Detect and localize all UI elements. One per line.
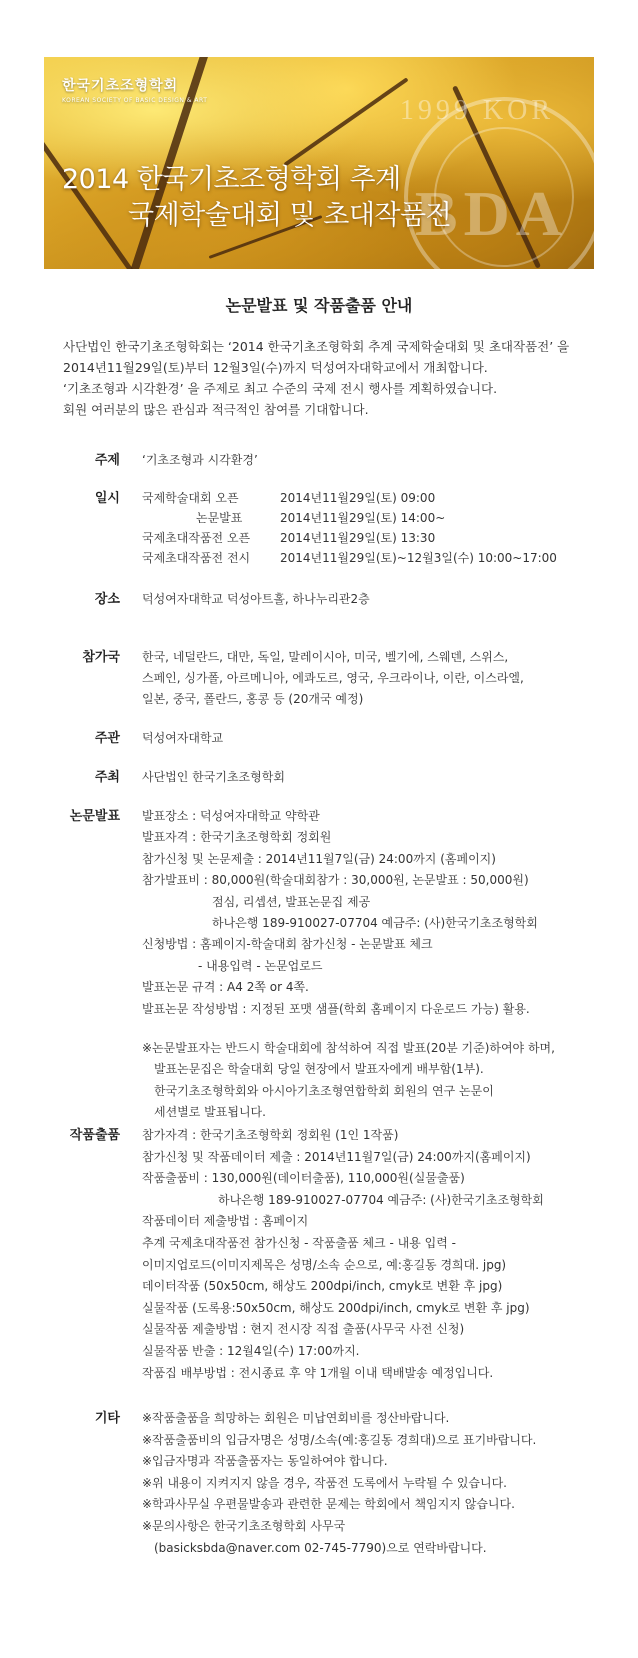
schedule-time: 2014년11월29일(토) 09:00 — [280, 491, 436, 505]
works-line: 이미지업로드(이미지제목은 성명/소속 순으로, 예:홍길동 경희대. jpg) — [142, 1257, 507, 1272]
host-value: 사단법인 한국기초조형학회 — [142, 770, 285, 784]
schedule-event: 논문발표 — [196, 511, 243, 525]
schedule-time: 2014년11월29일(토) 14:00~ — [280, 511, 446, 525]
logo-subtitle: KOREAN SOCIETY OF BASIC DESIGN & ART — [62, 97, 208, 104]
etc-line: ※문의사항은 한국기초조형학회 사무국 — [142, 1518, 346, 1533]
works-label: 작품출품 — [69, 1128, 120, 1143]
seal-watermark-letters: BDA — [414, 178, 568, 249]
schedule-event: 국제학술대회 오픈 — [142, 491, 239, 505]
society-logo — [62, 75, 207, 104]
paper-line: 발표논문 규격 : A4 2쪽 or 4쪽. — [142, 980, 309, 995]
intro-paragraph — [63, 336, 608, 420]
paper-line: 발표자격 : 한국기초조형학회 정회원 — [142, 830, 332, 845]
works-line: 참가신청 및 작품데이터 제출 : 2014년11월7일(금) 24:00까지(홈페이지) — [142, 1149, 531, 1164]
paper-line: 참가신청 및 논문제출 : 2014년11월7일(금) 24:00까지 (홈페이지) — [142, 851, 496, 866]
paper-line: 발표논문 작성방법 : 지정된 포맷 샘플(학회 홈페이지 다운로드 가능) 활용. — [142, 1001, 530, 1016]
countries-label: 참가국 — [82, 650, 120, 665]
banner-title — [62, 162, 451, 234]
intro-line: 회원 여러분의 많은 관심과 적극적인 참여를 기대합니다. — [63, 402, 369, 417]
etc-line: ※위 내용이 지켜지지 않을 경우, 작품전 도록에서 누락될 수 있습니다. — [142, 1475, 507, 1490]
organizer-label: 주관 — [94, 731, 120, 746]
countries-line: 스페인, 싱가폴, 아르메니아, 에콰도르, 영국, 우크라이나, 이란, 이스라엘, — [142, 671, 524, 685]
works-line: 실물작품 (도록용:50x50cm, 해상도 200dpi/inch, cmyk로 변환 후 jpg) — [142, 1300, 530, 1315]
works-line: 작품출품비 : 130,000원(데이터출품), 110,000원(실물출품) — [142, 1171, 465, 1186]
organizer-value: 덕성여자대학교 — [142, 731, 224, 745]
paper-line: 하나은행 189-910027-07704 예금주: (사)한국기초조형학회 — [212, 916, 538, 931]
schedule-event: 국제초대작품전 오픈 — [142, 531, 251, 545]
schedule-time: 2014년11월29일(토) 13:30 — [280, 531, 436, 545]
works-line: 참가자격 : 한국기초조형학회 정회원 (1인 1작품) — [142, 1128, 399, 1142]
paper-note: 발표논문집은 학술대회 당일 현장에서 발표자에게 배부함(1부). — [154, 1062, 484, 1077]
host-label: 주최 — [94, 770, 120, 785]
paper-line: 신청방법 : 홈페이지-학술대회 참가신청 - 논문발표 체크 — [142, 937, 433, 952]
paper-note: 한국기초조형학회와 아시아기초조형연합학회 회원의 연구 논문이 — [154, 1083, 494, 1098]
etc-line: ※작품출품을 희망하는 회원은 미납연회비를 정산바랍니다. — [142, 1411, 450, 1425]
schedule-row — [142, 508, 622, 528]
banner-title-line1: 2014 한국기초조형학회 추계 — [62, 164, 401, 195]
works-line: 작품데이터 제출방법 : 홈페이지 — [142, 1214, 309, 1229]
etc-line: ※입금자명과 작품출품자는 동일하여야 합니다. — [142, 1454, 388, 1469]
etc-contact: (basicksbda@naver.com 02-745-7790)으로 연락바랍니다. — [154, 1540, 487, 1555]
schedule-row — [142, 488, 622, 508]
schedule-time: 2014년11월29일(토)~12월3일(수) 10:00~17:00 — [280, 551, 557, 565]
countries-line: 일본, 중국, 폴란드, 홍콩 등 (20개국 예정) — [142, 692, 364, 706]
theme-value: ‘기초조형과 시각환경’ — [142, 453, 258, 467]
theme-label: 주제 — [94, 453, 120, 468]
paper-note: 세션별로 발표됩니다. — [154, 1105, 266, 1120]
works-line: 추계 국제초대작품전 참가신청 - 작품출품 체크 - 내용 입력 - — [142, 1235, 456, 1250]
schedule-event: 국제초대작품전 전시 — [142, 551, 251, 565]
logo-text: 한국기초조형학회 — [62, 78, 179, 94]
paper-line: 발표장소 : 덕성여자대학교 약학관 — [142, 809, 320, 823]
works-line: 실물작품 제출방법 : 현지 전시장 직접 출품(사무국 사전 신청) — [142, 1322, 465, 1337]
etc-line: ※학과사무실 우편물발송과 관련한 문제는 학회에서 책임지지 않습니다. — [142, 1497, 515, 1512]
intro-line: 2014년11월29일(토)부터 12월3일(수)까지 덕성여자대학교에서 개최합니다. — [63, 360, 488, 375]
banner-title-line2: 국제학술대회 및 초대작품전 — [128, 200, 452, 231]
schedule-row — [142, 528, 622, 548]
paper-line: - 내용입력 - 논문업로드 — [198, 958, 323, 973]
paper-line: 점심, 리셉션, 발표논문집 제공 — [212, 894, 371, 909]
page-title: 논문발표 및 작품출품 안내 — [225, 296, 413, 315]
venue-value: 덕성여자대학교 덕성아트홀, 하나누리관2층 — [142, 592, 370, 606]
header-banner — [44, 57, 594, 269]
intro-line: ‘기초조형과 시각환경’ 을 주제로 최고 수준의 국제 전시 행사를 계획하였습니다. — [63, 381, 498, 396]
countries-line: 한국, 네덜란드, 대만, 독일, 말레이시아, 미국, 벨기에, 스웨덴, 스위스, — [142, 650, 509, 664]
works-line: 데이터작품 (50x50cm, 해상도 200dpi/inch, cmyk로 변환 후 jpg) — [142, 1279, 503, 1294]
paper-note: ※논문발표자는 반드시 학술대회에 참석하여 직접 발표(20분 기준)하여야 하며, — [142, 1041, 555, 1056]
seal-watermark-text: 1999 KOR — [399, 95, 554, 126]
intro-line: 사단법인 한국기초조형학회는 ‘2014 한국기초조형학회 추계 국제학술대회 및 초대작품전’ 을 — [63, 339, 570, 354]
etc-label: 기타 — [94, 1411, 120, 1426]
works-line: 작품집 배부방법 : 전시종료 후 약 1개월 이내 택배발송 예정입니다. — [142, 1365, 494, 1380]
works-line: 실물작품 반출 : 12월4일(수) 17:00까지. — [142, 1343, 360, 1358]
paper-label: 논문발표 — [69, 809, 120, 824]
paper-line: 참가발표비 : 80,000원(학술대회참가 : 30,000원, 논문발표 : 50,000원) — [142, 873, 529, 888]
schedule-label: 일시 — [94, 491, 120, 506]
etc-line: ※작품출품비의 입금자명은 성명/소속(예:홍길동 경희대)으로 표기바랍니다. — [142, 1432, 537, 1447]
branch-decoration — [283, 77, 408, 166]
venue-label: 장소 — [94, 592, 120, 607]
works-line: 하나은행 189-910027-07704 예금주: (사)한국기초조형학회 — [218, 1192, 544, 1207]
schedule-row — [142, 548, 622, 568]
